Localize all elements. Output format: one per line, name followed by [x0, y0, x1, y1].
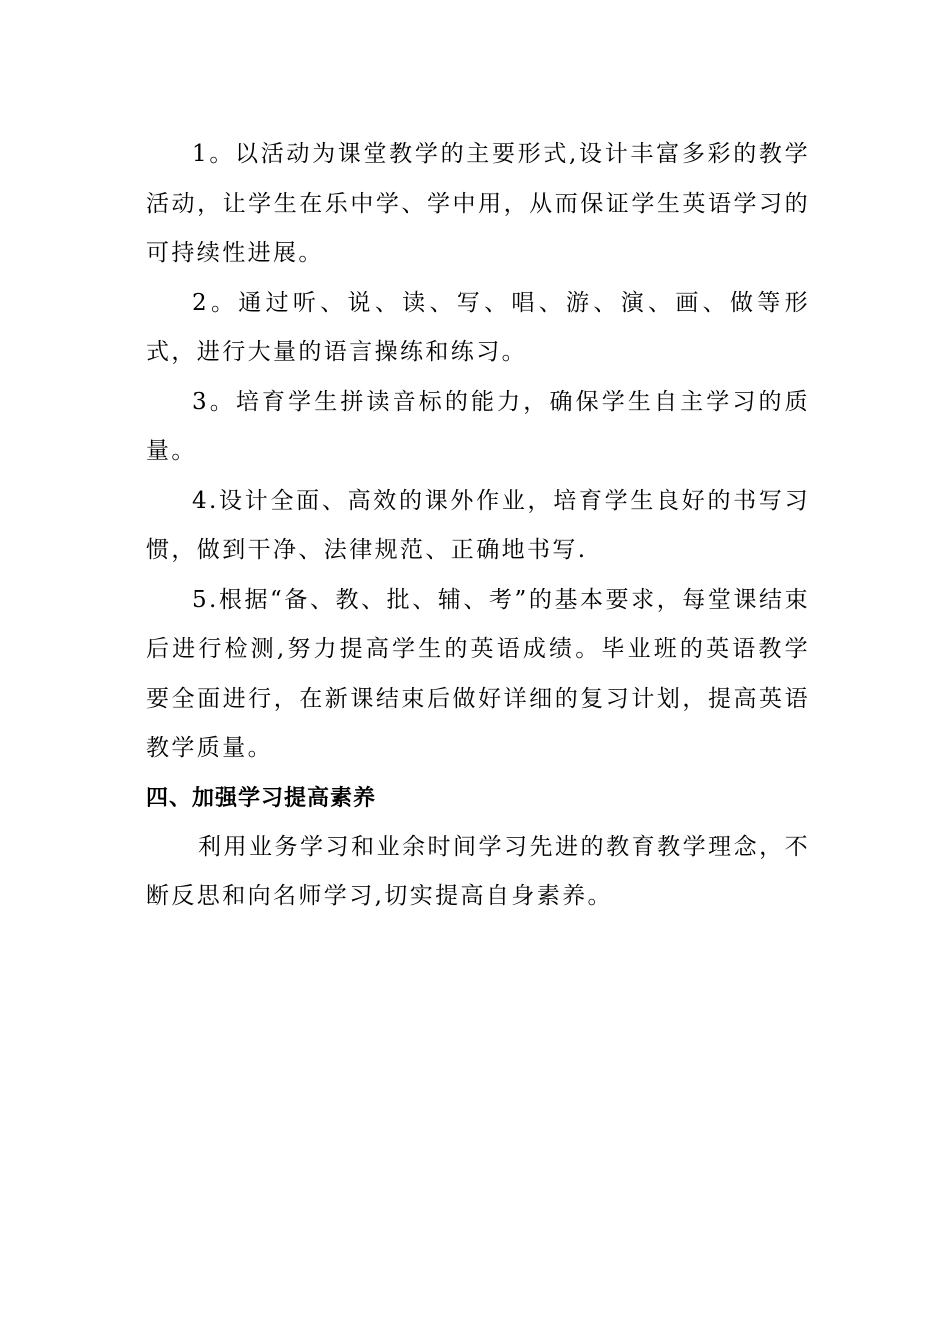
paragraph-item-4: 4.设计全面、高效的课外作业，培育学生良好的书写习惯，做到干净、法律规范、正确地书写.	[146, 487, 810, 563]
paragraph-item-2: 2。通过听、说、读、写、唱、游、演、画、做等形式，进行大量的语言操练和练习。	[146, 289, 810, 365]
paragraph-item-5: 5.根据“备、教、批、辅、考”的基本要求，每堂课结束后进行检测,努力提高学生的英语成绩。毕业班的英语教学要全面进行，在新课结束后做好详细的复习计划，提高英语教学质量。	[146, 586, 810, 761]
paragraph-item-3: 3。培育学生拼读音标的能力，确保学生自主学习的质量。	[146, 388, 810, 464]
section-heading: 四、加强学习提高素养	[146, 785, 377, 811]
document-body	[146, 130, 810, 922]
paragraph-item-1: 1。以活动为课堂教学的主要形式,设计丰富多彩的教学活动，让学生在乐中学、学中用，从而保证学生英语学习的可持续性进展。	[146, 141, 810, 266]
section-paragraph: 利用业务学习和业余时间学习先进的教育教学理念，不断反思和向名师学习,切实提高自身素养。	[146, 833, 810, 909]
